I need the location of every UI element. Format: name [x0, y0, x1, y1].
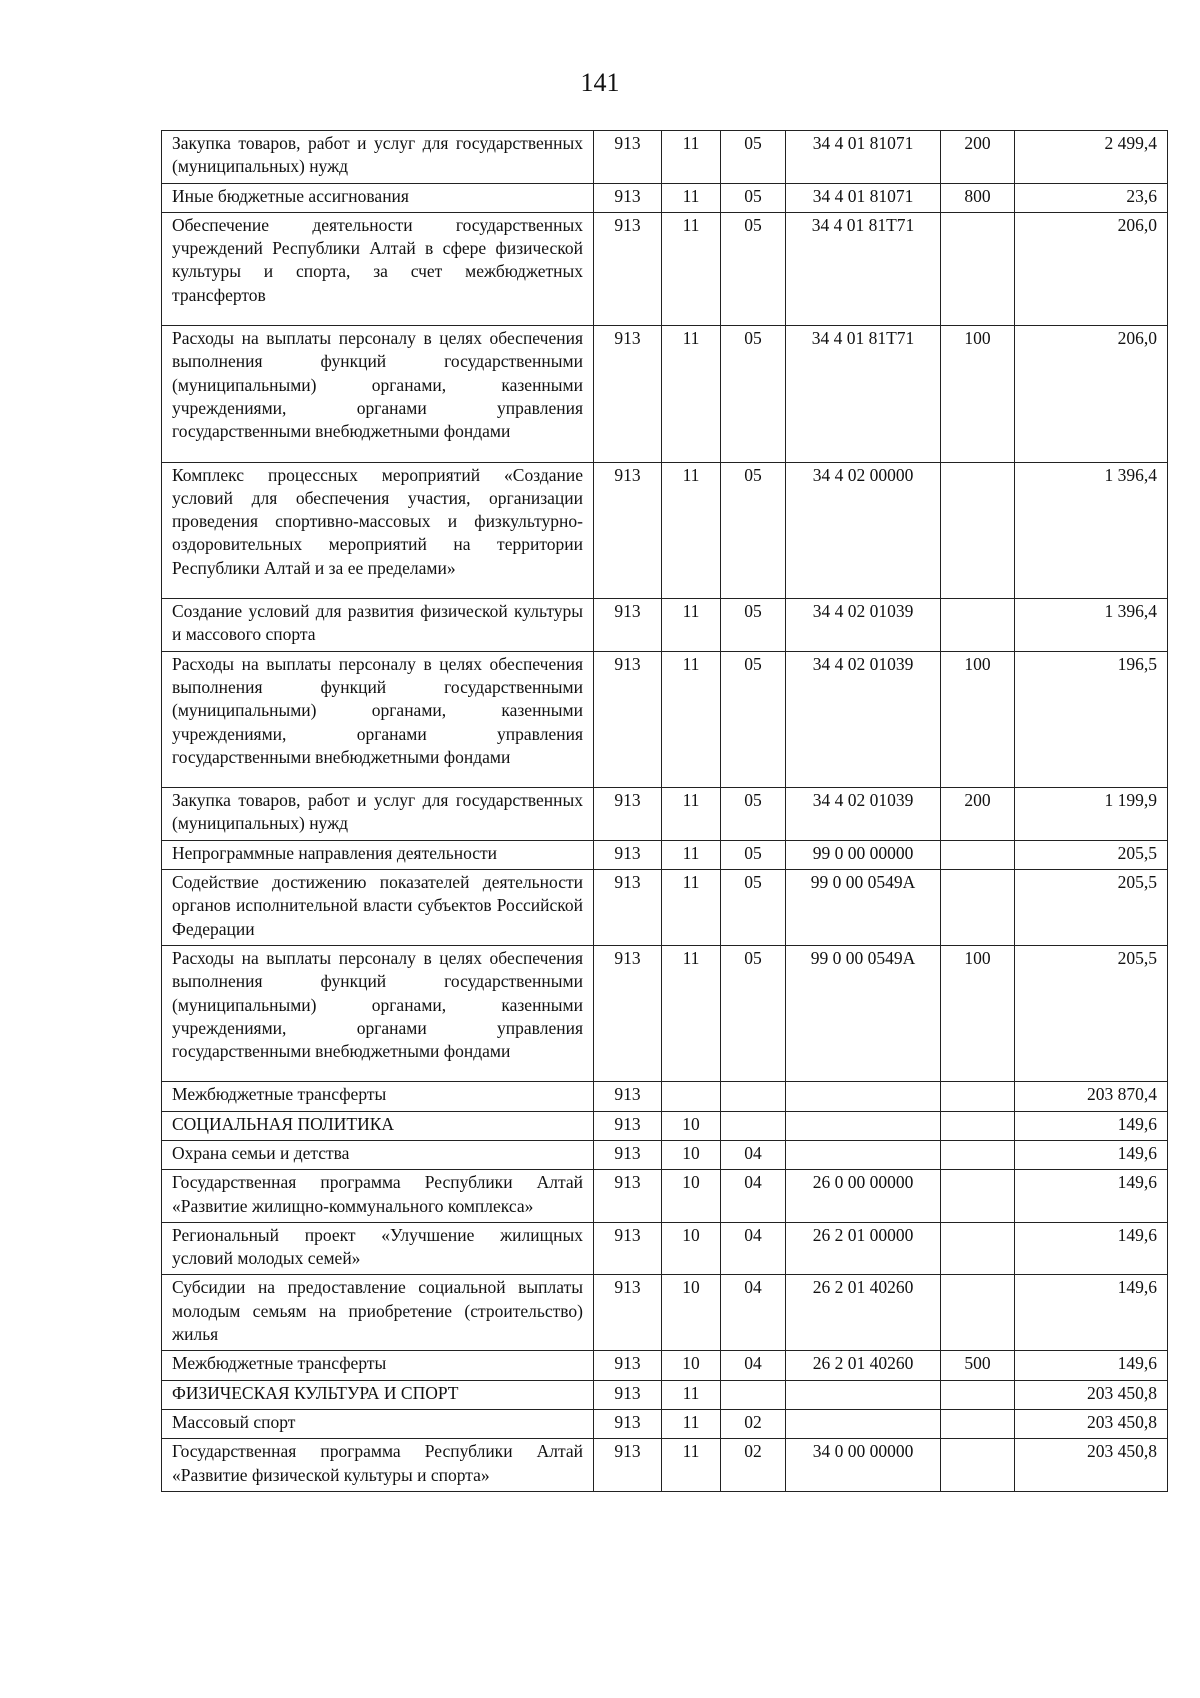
table-row — [162, 1380, 1168, 1409]
row-subsection-cell: 05 — [721, 788, 786, 841]
row-section-cell: 11 — [662, 1439, 721, 1492]
row-expense-type-cell — [941, 462, 1015, 598]
row-subsection-cell: 05 — [721, 840, 786, 869]
row-grbs-cell: 913 — [594, 1409, 662, 1438]
row-target-article-cell: 34 4 01 81071 — [786, 183, 941, 212]
row-grbs-cell: 913 — [594, 1222, 662, 1275]
row-target-article-cell: 26 2 01 40260 — [786, 1351, 941, 1380]
row-expense-type-cell — [941, 1140, 1015, 1169]
row-target-article-cell: 26 2 01 40260 — [786, 1275, 941, 1351]
row-amount-cell: 1 396,4 — [1015, 462, 1168, 598]
row-amount-cell: 149,6 — [1015, 1140, 1168, 1169]
row-name-cell: Закупка товаров, работ и услуг для государственных (муниципальных) нужд — [162, 788, 594, 841]
row-section-cell: 10 — [662, 1111, 721, 1140]
row-amount-cell: 206,0 — [1015, 212, 1168, 325]
row-target-article-cell — [786, 1082, 941, 1111]
row-name-cell: Создание условий для развития физической культуры и массового спорта — [162, 599, 594, 652]
row-section-cell: 11 — [662, 1380, 721, 1409]
table-row — [162, 870, 1168, 946]
row-amount-cell: 203 450,8 — [1015, 1380, 1168, 1409]
row-section-cell: 11 — [662, 326, 721, 462]
row-subsection-cell: 05 — [721, 131, 786, 184]
row-grbs-cell: 913 — [594, 131, 662, 184]
row-section-cell: 10 — [662, 1222, 721, 1275]
row-target-article-cell — [786, 1111, 941, 1140]
row-subsection-cell: 02 — [721, 1409, 786, 1438]
row-amount-cell: 196,5 — [1015, 651, 1168, 787]
row-target-article-cell: 99 0 00 0549А — [786, 945, 941, 1081]
row-grbs-cell: 913 — [594, 462, 662, 598]
row-grbs-cell: 913 — [594, 212, 662, 325]
row-target-article-cell — [786, 1409, 941, 1438]
table-row — [162, 1170, 1168, 1223]
row-expense-type-cell: 500 — [941, 1351, 1015, 1380]
row-amount-cell: 149,6 — [1015, 1275, 1168, 1351]
row-name-cell: Государственная программа Республики Алтай «Развитие жилищно-коммунального комплекса» — [162, 1170, 594, 1223]
row-name-cell: Закупка товаров, работ и услуг для государственных (муниципальных) нужд — [162, 131, 594, 184]
row-target-article-cell: 34 4 02 01039 — [786, 599, 941, 652]
row-subsection-cell: 04 — [721, 1170, 786, 1223]
table-row — [162, 945, 1168, 1081]
table-row — [162, 1351, 1168, 1380]
table-row — [162, 788, 1168, 841]
row-grbs-cell: 913 — [594, 1351, 662, 1380]
row-expense-type-cell — [941, 1222, 1015, 1275]
row-grbs-cell: 913 — [594, 183, 662, 212]
row-subsection-cell: 04 — [721, 1140, 786, 1169]
row-name-cell: Массовый спорт — [162, 1409, 594, 1438]
row-name-cell: Расходы на выплаты персоналу в целях обеспечения выполнения функций государственными (муниципальными) органами, казенными учреждениями, органами управления государственными внебюджетными фондами — [162, 326, 594, 462]
row-target-article-cell: 34 4 02 00000 — [786, 462, 941, 598]
page-number: 141 — [580, 68, 620, 97]
table-row — [162, 1222, 1168, 1275]
row-grbs-cell: 913 — [594, 1140, 662, 1169]
row-grbs-cell: 913 — [594, 599, 662, 652]
table-row — [162, 212, 1168, 325]
row-amount-cell: 149,6 — [1015, 1222, 1168, 1275]
table-row — [162, 1111, 1168, 1140]
table-row — [162, 1140, 1168, 1169]
row-amount-cell: 203 450,8 — [1015, 1409, 1168, 1438]
row-name-cell: Государственная программа Республики Алтай «Развитие физической культуры и спорта» — [162, 1439, 594, 1492]
row-grbs-cell: 913 — [594, 1380, 662, 1409]
row-target-article-cell — [786, 1380, 941, 1409]
row-section-cell: 10 — [662, 1140, 721, 1169]
row-amount-cell: 205,5 — [1015, 870, 1168, 946]
row-subsection-cell — [721, 1111, 786, 1140]
row-grbs-cell: 913 — [594, 1111, 662, 1140]
row-grbs-cell: 913 — [594, 870, 662, 946]
row-expense-type-cell: 800 — [941, 183, 1015, 212]
table-row — [162, 651, 1168, 787]
row-subsection-cell: 04 — [721, 1222, 786, 1275]
row-section-cell: 11 — [662, 1409, 721, 1438]
row-expense-type-cell: 100 — [941, 326, 1015, 462]
row-amount-cell: 205,5 — [1015, 945, 1168, 1081]
row-subsection-cell: 05 — [721, 326, 786, 462]
row-section-cell: 11 — [662, 599, 721, 652]
row-subsection-cell: 02 — [721, 1439, 786, 1492]
row-amount-cell: 149,6 — [1015, 1111, 1168, 1140]
row-amount-cell: 149,6 — [1015, 1170, 1168, 1223]
row-expense-type-cell — [941, 1380, 1015, 1409]
row-expense-type-cell: 200 — [941, 131, 1015, 184]
row-subsection-cell: 05 — [721, 651, 786, 787]
row-target-article-cell — [786, 1140, 941, 1169]
row-expense-type-cell — [941, 1111, 1015, 1140]
row-name-cell: СОЦИАЛЬНАЯ ПОЛИТИКА — [162, 1111, 594, 1140]
row-subsection-cell: 05 — [721, 183, 786, 212]
row-expense-type-cell — [941, 1275, 1015, 1351]
row-subsection-cell: 04 — [721, 1275, 786, 1351]
row-section-cell: 11 — [662, 462, 721, 598]
row-subsection-cell — [721, 1380, 786, 1409]
row-subsection-cell: 05 — [721, 599, 786, 652]
table-row — [162, 840, 1168, 869]
row-amount-cell: 2 499,4 — [1015, 131, 1168, 184]
row-expense-type-cell — [941, 599, 1015, 652]
row-target-article-cell: 34 4 01 81Т71 — [786, 212, 941, 325]
row-name-cell: Региональный проект «Улучшение жилищных условий молодых семей» — [162, 1222, 594, 1275]
row-expense-type-cell: 100 — [941, 945, 1015, 1081]
row-amount-cell: 1 199,9 — [1015, 788, 1168, 841]
row-target-article-cell: 34 4 01 81Т71 — [786, 326, 941, 462]
table-row — [162, 326, 1168, 462]
row-section-cell: 11 — [662, 840, 721, 869]
row-grbs-cell: 913 — [594, 788, 662, 841]
row-name-cell: Охрана семьи и детства — [162, 1140, 594, 1169]
budget-table — [161, 130, 1168, 1492]
row-expense-type-cell: 200 — [941, 788, 1015, 841]
table-row — [162, 183, 1168, 212]
table-row — [162, 462, 1168, 598]
row-subsection-cell: 05 — [721, 212, 786, 325]
row-section-cell: 11 — [662, 651, 721, 787]
row-name-cell: Иные бюджетные ассигнования — [162, 183, 594, 212]
row-grbs-cell: 913 — [594, 1170, 662, 1223]
row-section-cell: 11 — [662, 945, 721, 1081]
row-amount-cell: 203 450,8 — [1015, 1439, 1168, 1492]
table-row — [162, 1082, 1168, 1111]
row-subsection-cell: 05 — [721, 462, 786, 598]
row-target-article-cell: 99 0 00 0549А — [786, 870, 941, 946]
row-expense-type-cell — [941, 1082, 1015, 1111]
row-name-cell: Комплекс процессных мероприятий «Создание условий для обеспечения участия, организации проведения спортивно-массовых и физкультурно-оздоровительных мероприятий на территории Республики Алтай и за ее пределами» — [162, 462, 594, 598]
row-expense-type-cell — [941, 1409, 1015, 1438]
row-amount-cell: 1 396,4 — [1015, 599, 1168, 652]
row-amount-cell: 23,6 — [1015, 183, 1168, 212]
row-section-cell: 11 — [662, 131, 721, 184]
row-target-article-cell: 34 4 02 01039 — [786, 651, 941, 787]
row-section-cell: 11 — [662, 212, 721, 325]
row-section-cell: 11 — [662, 870, 721, 946]
row-target-article-cell: 34 4 02 01039 — [786, 788, 941, 841]
row-target-article-cell: 99 0 00 00000 — [786, 840, 941, 869]
row-subsection-cell — [721, 1082, 786, 1111]
row-expense-type-cell — [941, 840, 1015, 869]
row-grbs-cell: 913 — [594, 651, 662, 787]
table-row — [162, 1409, 1168, 1438]
row-name-cell: Обеспечение деятельности государственных учреждений Республики Алтай в сфере физической культуры и спорта, за счет межбюджетных трансфертов — [162, 212, 594, 325]
row-name-cell: Содействие достижению показателей деятельности органов исполнительной власти субъектов Российской Федерации — [162, 870, 594, 946]
row-section-cell: 10 — [662, 1351, 721, 1380]
row-expense-type-cell — [941, 1439, 1015, 1492]
row-grbs-cell: 913 — [594, 326, 662, 462]
row-section-cell: 10 — [662, 1170, 721, 1223]
row-name-cell: Расходы на выплаты персоналу в целях обеспечения выполнения функций государственными (муниципальными) органами, казенными учреждениями, органами управления государственными внебюджетными фондами — [162, 651, 594, 787]
row-expense-type-cell — [941, 212, 1015, 325]
row-expense-type-cell: 100 — [941, 651, 1015, 787]
budget-table-body — [162, 131, 1168, 1492]
row-expense-type-cell — [941, 1170, 1015, 1223]
row-section-cell — [662, 1082, 721, 1111]
table-row — [162, 1275, 1168, 1351]
row-target-article-cell: 26 2 01 00000 — [786, 1222, 941, 1275]
row-amount-cell: 203 870,4 — [1015, 1082, 1168, 1111]
row-name-cell: Межбюджетные трансферты — [162, 1082, 594, 1111]
row-amount-cell: 149,6 — [1015, 1351, 1168, 1380]
row-subsection-cell: 05 — [721, 870, 786, 946]
row-grbs-cell: 913 — [594, 945, 662, 1081]
table-row — [162, 599, 1168, 652]
row-amount-cell: 206,0 — [1015, 326, 1168, 462]
row-expense-type-cell — [941, 870, 1015, 946]
row-section-cell: 10 — [662, 1275, 721, 1351]
row-grbs-cell: 913 — [594, 1439, 662, 1492]
row-target-article-cell: 34 0 00 00000 — [786, 1439, 941, 1492]
row-target-article-cell: 26 0 00 00000 — [786, 1170, 941, 1223]
row-subsection-cell: 05 — [721, 945, 786, 1081]
row-name-cell: ФИЗИЧЕСКАЯ КУЛЬТУРА И СПОРТ — [162, 1380, 594, 1409]
table-row — [162, 1439, 1168, 1492]
row-name-cell: Субсидии на предоставление социальной выплаты молодым семьям на приобретение (строительство) жилья — [162, 1275, 594, 1351]
row-section-cell: 11 — [662, 788, 721, 841]
row-amount-cell: 205,5 — [1015, 840, 1168, 869]
row-name-cell: Непрограммные направления деятельности — [162, 840, 594, 869]
row-subsection-cell: 04 — [721, 1351, 786, 1380]
row-name-cell: Межбюджетные трансферты — [162, 1351, 594, 1380]
row-grbs-cell: 913 — [594, 1275, 662, 1351]
row-grbs-cell: 913 — [594, 840, 662, 869]
row-section-cell: 11 — [662, 183, 721, 212]
row-target-article-cell: 34 4 01 81071 — [786, 131, 941, 184]
table-row — [162, 131, 1168, 184]
row-grbs-cell: 913 — [594, 1082, 662, 1111]
row-name-cell: Расходы на выплаты персоналу в целях обеспечения выполнения функций государственными (муниципальными) органами, казенными учреждениями, органами управления государственными внебюджетными фондами — [162, 945, 594, 1081]
